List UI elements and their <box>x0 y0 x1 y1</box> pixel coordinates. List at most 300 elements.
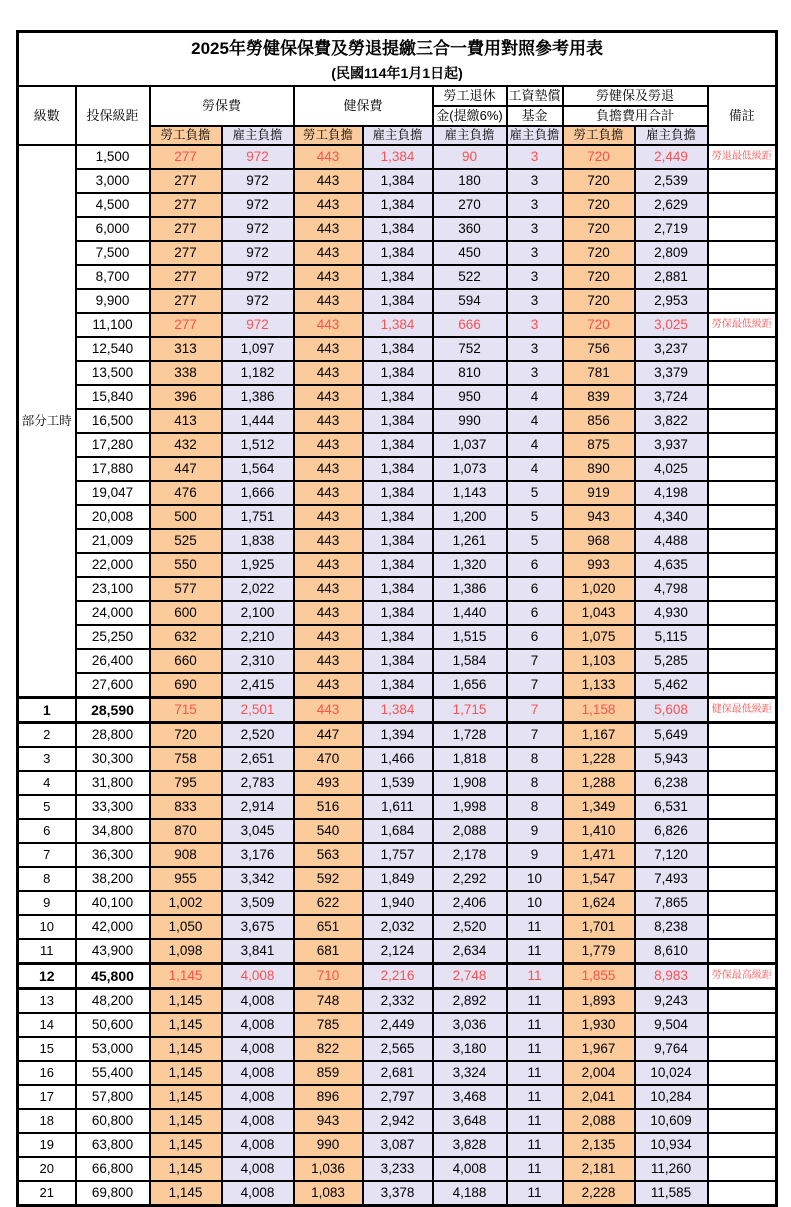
value-cell: 5 <box>507 529 563 553</box>
value-cell: 1,386 <box>433 577 507 601</box>
bracket-cell: 19,047 <box>76 481 150 505</box>
table-row <box>18 457 777 481</box>
value-cell: 715 <box>150 698 222 723</box>
value-cell: 1,715 <box>433 698 507 723</box>
value-cell: 4,025 <box>635 457 708 481</box>
value-cell: 3 <box>507 361 563 385</box>
value-cell: 500 <box>150 505 222 529</box>
value-cell: 7,493 <box>635 867 708 891</box>
note-cell <box>708 433 777 457</box>
bracket-cell: 13,500 <box>76 361 150 385</box>
table-row <box>18 989 777 1014</box>
value-cell: 1,103 <box>563 649 635 673</box>
value-cell: 1,145 <box>150 1037 222 1061</box>
value-cell: 600 <box>150 601 222 625</box>
value-cell: 3,045 <box>222 819 294 843</box>
value-cell: 4,635 <box>635 553 708 577</box>
level-cell: 5 <box>18 795 76 819</box>
note-cell <box>708 843 777 867</box>
value-cell: 2,783 <box>222 771 294 795</box>
value-cell: 1,751 <box>222 505 294 529</box>
value-cell: 11 <box>507 1181 563 1206</box>
note-cell <box>708 241 777 265</box>
value-cell: 2,681 <box>363 1061 433 1085</box>
bracket-cell: 24,000 <box>76 601 150 625</box>
value-cell: 1,145 <box>150 989 222 1014</box>
value-cell: 277 <box>150 241 222 265</box>
page-title: 2025年勞健保保費及勞退提繳三合一費用對照參考用表 <box>191 39 603 58</box>
value-cell: 1,728 <box>433 723 507 748</box>
value-cell: 2,406 <box>433 891 507 915</box>
note-cell: 勞退最低級距 <box>708 145 777 169</box>
value-cell: 11 <box>507 1157 563 1181</box>
note-cell <box>708 819 777 843</box>
table-row <box>18 1157 777 1181</box>
value-cell: 4,008 <box>222 1181 294 1206</box>
page-subtitle: (民國114年1月1日起) <box>331 65 463 81</box>
note-cell <box>708 577 777 601</box>
bracket-cell: 11,100 <box>76 313 150 337</box>
table-row <box>18 1061 777 1085</box>
value-cell: 1,410 <box>563 819 635 843</box>
value-cell: 443 <box>294 698 363 723</box>
value-cell: 6 <box>507 625 563 649</box>
subheader-hi-employer: 雇主負擔 <box>363 126 433 145</box>
level-cell: 6 <box>18 819 76 843</box>
table-row <box>18 217 777 241</box>
value-cell: 3,378 <box>363 1181 433 1206</box>
value-cell: 277 <box>150 193 222 217</box>
note-cell <box>708 553 777 577</box>
table-body <box>18 145 777 1206</box>
value-cell: 9 <box>507 843 563 867</box>
table-row <box>18 698 777 723</box>
value-cell: 9,764 <box>635 1037 708 1061</box>
value-cell: 3 <box>507 193 563 217</box>
value-cell: 1,228 <box>563 747 635 771</box>
table-row <box>18 1085 777 1109</box>
value-cell: 577 <box>150 577 222 601</box>
level-cell: 21 <box>18 1181 76 1206</box>
note-cell <box>708 673 777 698</box>
value-cell: 2,041 <box>563 1085 635 1109</box>
value-cell: 1,384 <box>363 409 433 433</box>
value-cell: 2,415 <box>222 673 294 698</box>
bracket-cell: 17,280 <box>76 433 150 457</box>
value-cell: 1,656 <box>433 673 507 698</box>
value-cell: 1,384 <box>363 481 433 505</box>
value-cell: 1,384 <box>363 385 433 409</box>
bracket-cell: 53,000 <box>76 1037 150 1061</box>
note-cell <box>708 1061 777 1085</box>
bracket-cell: 9,900 <box>76 289 150 313</box>
value-cell: 277 <box>150 217 222 241</box>
value-cell: 1,133 <box>563 673 635 698</box>
table-row <box>18 625 777 649</box>
bracket-cell: 57,800 <box>76 1085 150 1109</box>
value-cell: 1,384 <box>363 673 433 698</box>
header-health-insurance: 健保費 <box>294 86 433 126</box>
value-cell: 1,384 <box>363 649 433 673</box>
bracket-cell: 43,900 <box>76 939 150 964</box>
value-cell: 756 <box>563 337 635 361</box>
value-cell: 1,036 <box>294 1157 363 1181</box>
value-cell: 443 <box>294 241 363 265</box>
value-cell: 4,198 <box>635 481 708 505</box>
value-cell: 9 <box>507 819 563 843</box>
bracket-cell: 40,100 <box>76 891 150 915</box>
value-cell: 3,648 <box>433 1109 507 1133</box>
value-cell: 2,501 <box>222 698 294 723</box>
value-cell: 1,083 <box>294 1181 363 1206</box>
value-cell: 3,036 <box>433 1013 507 1037</box>
note-cell <box>708 989 777 1014</box>
value-cell: 7 <box>507 723 563 748</box>
note-cell <box>708 723 777 748</box>
value-cell: 443 <box>294 385 363 409</box>
value-cell: 896 <box>294 1085 363 1109</box>
note-cell <box>708 1109 777 1133</box>
value-cell: 443 <box>294 505 363 529</box>
table-row <box>18 891 777 915</box>
value-cell: 443 <box>294 361 363 385</box>
value-cell: 2,914 <box>222 795 294 819</box>
level-cell: 7 <box>18 843 76 867</box>
value-cell: 632 <box>150 625 222 649</box>
value-cell: 2,135 <box>563 1133 635 1157</box>
table-row <box>18 1037 777 1061</box>
value-cell: 470 <box>294 747 363 771</box>
note-cell <box>708 409 777 433</box>
value-cell: 550 <box>150 553 222 577</box>
note-cell <box>708 505 777 529</box>
value-cell: 839 <box>563 385 635 409</box>
level-cell: 12 <box>18 964 76 989</box>
note-cell <box>708 1037 777 1061</box>
value-cell: 1,384 <box>363 289 433 313</box>
value-cell: 2,332 <box>363 989 433 1014</box>
header-row-1 <box>18 86 777 106</box>
value-cell: 3,937 <box>635 433 708 457</box>
value-cell: 10 <box>507 891 563 915</box>
value-cell: 522 <box>433 265 507 289</box>
value-cell: 1,624 <box>563 891 635 915</box>
part-time-label: 部分工時 <box>18 145 76 698</box>
value-cell: 3,025 <box>635 313 708 337</box>
value-cell: 5 <box>507 481 563 505</box>
value-cell: 1,584 <box>433 649 507 673</box>
value-cell: 443 <box>294 601 363 625</box>
value-cell: 943 <box>294 1109 363 1133</box>
value-cell: 1,200 <box>433 505 507 529</box>
value-cell: 1,444 <box>222 409 294 433</box>
header-labor-insurance: 勞保費 <box>150 86 294 126</box>
value-cell: 1,145 <box>150 1013 222 1037</box>
note-cell <box>708 265 777 289</box>
value-cell: 1,701 <box>563 915 635 939</box>
header-wage-fund-line1: 工資墊償 <box>507 86 563 106</box>
value-cell: 1,384 <box>363 601 433 625</box>
value-cell: 3 <box>507 289 563 313</box>
value-cell: 1,384 <box>363 505 433 529</box>
value-cell: 6 <box>507 553 563 577</box>
value-cell: 822 <box>294 1037 363 1061</box>
table-row <box>18 529 777 553</box>
value-cell: 3,675 <box>222 915 294 939</box>
table-row <box>18 193 777 217</box>
bracket-cell: 28,800 <box>76 723 150 748</box>
value-cell: 4,340 <box>635 505 708 529</box>
value-cell: 10,284 <box>635 1085 708 1109</box>
bracket-cell: 7,500 <box>76 241 150 265</box>
value-cell: 3,822 <box>635 409 708 433</box>
level-cell: 15 <box>18 1037 76 1061</box>
header-remarks: 備註 <box>708 86 777 145</box>
value-cell: 1,855 <box>563 964 635 989</box>
table-row <box>18 867 777 891</box>
value-cell: 3,176 <box>222 843 294 867</box>
header-total-line2: 負擔費用合計 <box>563 106 708 126</box>
value-cell: 1,818 <box>433 747 507 771</box>
table-row <box>18 1181 777 1206</box>
value-cell: 752 <box>433 337 507 361</box>
value-cell: 11,585 <box>635 1181 708 1206</box>
value-cell: 9,243 <box>635 989 708 1014</box>
header-total-line1: 勞健保及勞退 <box>563 86 708 106</box>
table-row <box>18 145 777 169</box>
level-cell: 1 <box>18 698 76 723</box>
value-cell: 4,008 <box>433 1157 507 1181</box>
value-cell: 443 <box>294 673 363 698</box>
value-cell: 338 <box>150 361 222 385</box>
value-cell: 1,666 <box>222 481 294 505</box>
note-cell <box>708 361 777 385</box>
value-cell: 1,512 <box>222 433 294 457</box>
value-cell: 1,940 <box>363 891 433 915</box>
value-cell: 1,849 <box>363 867 433 891</box>
value-cell: 1,037 <box>433 433 507 457</box>
value-cell: 1,684 <box>363 819 433 843</box>
value-cell: 1,471 <box>563 843 635 867</box>
table-row <box>18 481 777 505</box>
value-cell: 1,384 <box>363 529 433 553</box>
bracket-cell: 48,200 <box>76 989 150 1014</box>
value-cell: 859 <box>294 1061 363 1085</box>
value-cell: 5,608 <box>635 698 708 723</box>
value-cell: 1,384 <box>363 193 433 217</box>
level-cell: 11 <box>18 939 76 964</box>
value-cell: 443 <box>294 313 363 337</box>
value-cell: 1,384 <box>363 457 433 481</box>
value-cell: 2,124 <box>363 939 433 964</box>
header-pension-line2: 金(提繳6%) <box>433 106 507 126</box>
note-cell <box>708 1133 777 1157</box>
value-cell: 1,050 <box>150 915 222 939</box>
value-cell: 720 <box>563 169 635 193</box>
value-cell: 908 <box>150 843 222 867</box>
bracket-cell: 66,800 <box>76 1157 150 1181</box>
value-cell: 1,043 <box>563 601 635 625</box>
value-cell: 443 <box>294 481 363 505</box>
value-cell: 1,384 <box>363 625 433 649</box>
bracket-cell: 16,500 <box>76 409 150 433</box>
value-cell: 3 <box>507 217 563 241</box>
value-cell: 5,943 <box>635 747 708 771</box>
value-cell: 443 <box>294 337 363 361</box>
note-cell <box>708 457 777 481</box>
value-cell: 720 <box>150 723 222 748</box>
value-cell: 1,097 <box>222 337 294 361</box>
value-cell: 1,384 <box>363 265 433 289</box>
value-cell: 720 <box>563 241 635 265</box>
value-cell: 748 <box>294 989 363 1014</box>
value-cell: 11 <box>507 939 563 964</box>
note-cell: 勞保最低級距 <box>708 313 777 337</box>
value-cell: 10,024 <box>635 1061 708 1085</box>
value-cell: 1,384 <box>363 313 433 337</box>
value-cell: 919 <box>563 481 635 505</box>
value-cell: 3,342 <box>222 867 294 891</box>
value-cell: 3,087 <box>363 1133 433 1157</box>
value-cell: 622 <box>294 891 363 915</box>
value-cell: 3 <box>507 241 563 265</box>
table-row <box>18 601 777 625</box>
value-cell: 6 <box>507 577 563 601</box>
value-cell: 3,324 <box>433 1061 507 1085</box>
value-cell: 972 <box>222 313 294 337</box>
subheader-pension-employer: 雇主負擔 <box>433 126 507 145</box>
value-cell: 8 <box>507 795 563 819</box>
value-cell: 720 <box>563 193 635 217</box>
bracket-cell: 15,840 <box>76 385 150 409</box>
bracket-cell: 31,800 <box>76 771 150 795</box>
table-row <box>18 505 777 529</box>
bracket-cell: 12,540 <box>76 337 150 361</box>
note-cell <box>708 1181 777 1206</box>
value-cell: 432 <box>150 433 222 457</box>
bracket-cell: 55,400 <box>76 1061 150 1085</box>
value-cell: 525 <box>150 529 222 553</box>
value-cell: 4,008 <box>222 1037 294 1061</box>
value-cell: 1,998 <box>433 795 507 819</box>
level-cell: 4 <box>18 771 76 795</box>
value-cell: 11 <box>507 989 563 1014</box>
value-cell: 870 <box>150 819 222 843</box>
value-cell: 856 <box>563 409 635 433</box>
value-cell: 443 <box>294 649 363 673</box>
value-cell: 3 <box>507 265 563 289</box>
value-cell: 955 <box>150 867 222 891</box>
value-cell: 2,539 <box>635 169 708 193</box>
level-cell: 9 <box>18 891 76 915</box>
table-row <box>18 1109 777 1133</box>
value-cell: 785 <box>294 1013 363 1037</box>
value-cell: 6,238 <box>635 771 708 795</box>
value-cell: 3,379 <box>635 361 708 385</box>
value-cell: 1,779 <box>563 939 635 964</box>
bracket-cell: 25,250 <box>76 625 150 649</box>
value-cell: 4,008 <box>222 989 294 1014</box>
level-cell: 10 <box>18 915 76 939</box>
note-cell <box>708 795 777 819</box>
value-cell: 4,008 <box>222 1133 294 1157</box>
value-cell: 1,967 <box>563 1037 635 1061</box>
value-cell: 3 <box>507 145 563 169</box>
note-cell <box>708 649 777 673</box>
value-cell: 1,075 <box>563 625 635 649</box>
value-cell: 443 <box>294 409 363 433</box>
value-cell: 2,748 <box>433 964 507 989</box>
level-cell: 14 <box>18 1013 76 1037</box>
bracket-cell: 38,200 <box>76 867 150 891</box>
value-cell: 2,088 <box>563 1109 635 1133</box>
value-cell: 720 <box>563 265 635 289</box>
level-cell: 19 <box>18 1133 76 1157</box>
value-cell: 4,008 <box>222 1085 294 1109</box>
value-cell: 950 <box>433 385 507 409</box>
value-cell: 6 <box>507 601 563 625</box>
value-cell: 1,547 <box>563 867 635 891</box>
value-cell: 1,143 <box>433 481 507 505</box>
value-cell: 8 <box>507 747 563 771</box>
value-cell: 666 <box>433 313 507 337</box>
value-cell: 2,292 <box>433 867 507 891</box>
value-cell: 11 <box>507 915 563 939</box>
value-cell: 6,531 <box>635 795 708 819</box>
value-cell: 8 <box>507 771 563 795</box>
value-cell: 594 <box>433 289 507 313</box>
level-cell: 13 <box>18 989 76 1014</box>
value-cell: 875 <box>563 433 635 457</box>
value-cell: 1,145 <box>150 1181 222 1206</box>
header-pension-line1: 勞工退休 <box>433 86 507 106</box>
value-cell: 4 <box>507 457 563 481</box>
note-cell <box>708 867 777 891</box>
table-row <box>18 1133 777 1157</box>
value-cell: 443 <box>294 217 363 241</box>
value-cell: 2,520 <box>222 723 294 748</box>
bracket-cell: 28,590 <box>76 698 150 723</box>
table-row <box>18 337 777 361</box>
note-cell <box>708 891 777 915</box>
value-cell: 1,440 <box>433 601 507 625</box>
value-cell: 2,216 <box>363 964 433 989</box>
value-cell: 972 <box>222 145 294 169</box>
table-row <box>18 433 777 457</box>
value-cell: 450 <box>433 241 507 265</box>
value-cell: 11 <box>507 1037 563 1061</box>
value-cell: 758 <box>150 747 222 771</box>
note-cell <box>708 529 777 553</box>
value-cell: 972 <box>222 169 294 193</box>
value-cell: 11 <box>507 964 563 989</box>
value-cell: 1,158 <box>563 698 635 723</box>
bracket-cell: 63,800 <box>76 1133 150 1157</box>
value-cell: 443 <box>294 169 363 193</box>
value-cell: 2,228 <box>563 1181 635 1206</box>
value-cell: 4 <box>507 409 563 433</box>
bracket-cell: 23,100 <box>76 577 150 601</box>
value-cell: 8,983 <box>635 964 708 989</box>
value-cell: 5 <box>507 505 563 529</box>
value-cell: 972 <box>222 193 294 217</box>
value-cell: 1,145 <box>150 1109 222 1133</box>
value-cell: 1,564 <box>222 457 294 481</box>
value-cell: 1,098 <box>150 939 222 964</box>
note-cell <box>708 771 777 795</box>
level-cell: 17 <box>18 1085 76 1109</box>
table-row <box>18 673 777 698</box>
